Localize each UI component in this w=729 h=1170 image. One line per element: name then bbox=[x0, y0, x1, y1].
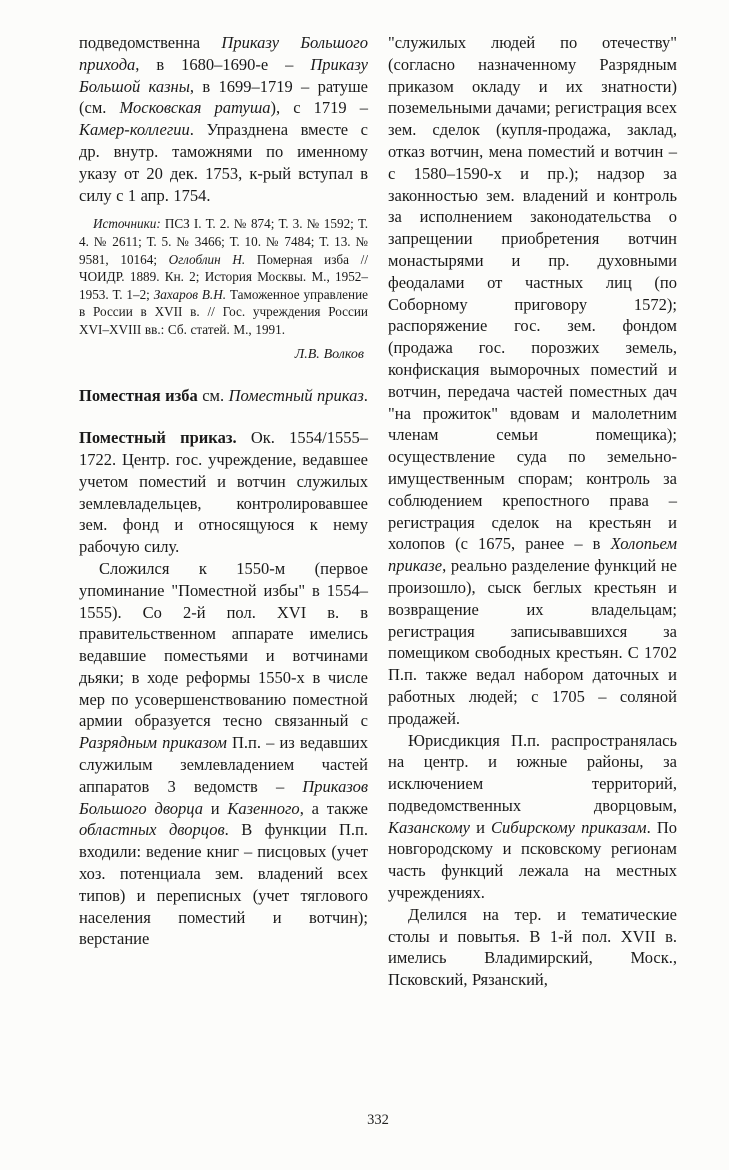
sources-paragraph bbox=[79, 215, 368, 338]
left-column bbox=[79, 32, 368, 950]
paragraph-functions-continuation bbox=[388, 32, 677, 730]
paragraph-slozhilsya bbox=[79, 558, 368, 950]
text-run: Приказу Большой казны bbox=[79, 54, 368, 96]
text-run: Поместный приказ. bbox=[79, 428, 237, 448]
text-run: . В функции П.п. входили: ведение книг – писцовых (учет хоз. потенциала зем. владений всех типов) и переписных (учет тяглового населения поместий и вотчин); верстание bbox=[79, 820, 368, 949]
text-run: Казанскому bbox=[388, 817, 470, 837]
text-run: Захаров В.Н. bbox=[153, 286, 227, 302]
text-run: , реально разделение функций не произошло), сыск беглых крестьян и возвращение их владельцам; регистрация записывавшихся за помещиком свободных крестьян. С 1702 П.п. также ведал набором даточных и работных людей; с 1705 – соляной продажей. bbox=[388, 556, 677, 728]
text-run: Разрядным приказом bbox=[79, 733, 227, 753]
text-run: Таможенное управление в России в XVII в. // Гос. учреждения России XVI–XVIII вв.: Сб. статей. М., 1991. bbox=[79, 286, 369, 337]
text-run: Сложился к 1550-м (первое упоминание "Поместной избы" в 1554–1555). Со 2-й пол. XVI в. в правительственном аппарате имелись ведавшие поместьями и вотчинами дьяки; в ходе реформы 1550-х в числе мер по усовершенствованию поместной армии образуется тесно связанный с bbox=[79, 558, 368, 731]
page-number: 332 bbox=[367, 1112, 389, 1128]
text-run: Ок. 1554/1555–1722. Центр. гос. учреждение, ведавшее учетом поместий и вотчин служилых землевладельцев, контролировавшее зем. фонд и относящуюся к нему рабочую силу. bbox=[79, 428, 368, 557]
text-run: Поместная изба bbox=[79, 386, 198, 406]
entry-pomestny-prikaz bbox=[79, 427, 368, 558]
text-run: Померная изба // ЧОИДР. 1889. Кн. 2; История Москвы. М., 1952–1953. Т. 1–2; bbox=[79, 251, 368, 302]
text-run: Приказов Большого дворца bbox=[79, 776, 368, 818]
text-run: Юрисдикция П.п. распространялась на центр. и южные районы, за исключением территорий, подведомственных дворцовым, bbox=[388, 730, 677, 815]
text-run: Казенного bbox=[227, 798, 300, 818]
paragraph-jurisdiction bbox=[388, 730, 677, 904]
text-run: Сибирскому приказам bbox=[491, 817, 647, 837]
text-run: подведомственна bbox=[79, 33, 222, 52]
text-run: . По новгородскому и псковскому регионам часть функций лежала на местных учреждениях. bbox=[388, 817, 677, 903]
paragraph-continuation-pomernaya-izba bbox=[79, 32, 368, 206]
text-run: , в 1699–1719 – ратуше (см. bbox=[79, 76, 368, 118]
text-run: Поместный приказ bbox=[228, 386, 364, 406]
text-run: Холопьем приказе bbox=[388, 534, 677, 576]
text-run: Камер-коллегии bbox=[79, 120, 190, 140]
text-run: Источники: bbox=[93, 216, 161, 232]
text-run: , в 1680–1690-е – bbox=[135, 54, 311, 74]
text-run: ПСЗ I. Т. 2. № 874; Т. 3. № 1592; Т. 4. № 2611; Т. 5. № 3466; Т. 10. № 7484; Т. 13. № 9581, 10164; bbox=[79, 216, 368, 267]
text-run: П.п. – из ведавших служилым землевладением частей аппаратов 3 ведомств – bbox=[79, 733, 368, 796]
text-run: Оглоблин Н. bbox=[168, 251, 246, 267]
text-run: см. bbox=[197, 386, 229, 406]
entry-pomestnaya-izba bbox=[79, 385, 368, 407]
text-run: Л.В. Волков bbox=[294, 346, 364, 362]
text-run: Приказу Большого прихода bbox=[79, 33, 368, 74]
text-run: , а также bbox=[299, 798, 368, 818]
paragraph-structure bbox=[388, 904, 677, 991]
right-column bbox=[388, 32, 677, 991]
text-run: "служилых людей по отечеству" (согласно назначенному Разрядным приказом окладу и их знатности) поземельными дачами; регистрация всех зем. сделок (купля-продажа, заклад, отказ вотчин, мена поместий и вотчин – с 1580–1590-х и пр.); надзор за законностью зем. владений и контроль за исполнением законодательства о запрещении приобретения вотчин монастырями и пр. духовными феодалами от частных лиц (по Соборному приговору 1572); распоряжение гос. зем. фондом (продажа гос. порозжих земель, конфискация выморочных поместий и вотчин, передача частей поместных дач "на прожиток" вдовам и малолетним членам семьи помещика); осуществление суда по земельно-имущественным спорам; контроль за соблюдением крепостного права – регистрация сделок на крестьян и холопов (с 1675, ранее – в bbox=[388, 33, 677, 554]
text-run: . Упразднена вместе с др. внутр. таможнями по именному указу от 20 дек. 1753, к-рый вступал в силу с 1 апр. 1754. bbox=[79, 120, 368, 205]
text-run: Московская ратуша bbox=[119, 98, 271, 118]
text-run: Делился на тер. и тематические столы и повытья. В 1-й пол. XVII в. имелись Владимирский, Моск., Псковский, Рязанский, bbox=[388, 904, 677, 990]
text-run: . bbox=[363, 386, 368, 406]
text-run: и bbox=[202, 798, 228, 818]
author-signature bbox=[79, 344, 368, 366]
text-run: ), с 1719 – bbox=[270, 98, 368, 118]
text-run: областных дворцов bbox=[79, 820, 225, 840]
text-run: и bbox=[469, 817, 492, 837]
